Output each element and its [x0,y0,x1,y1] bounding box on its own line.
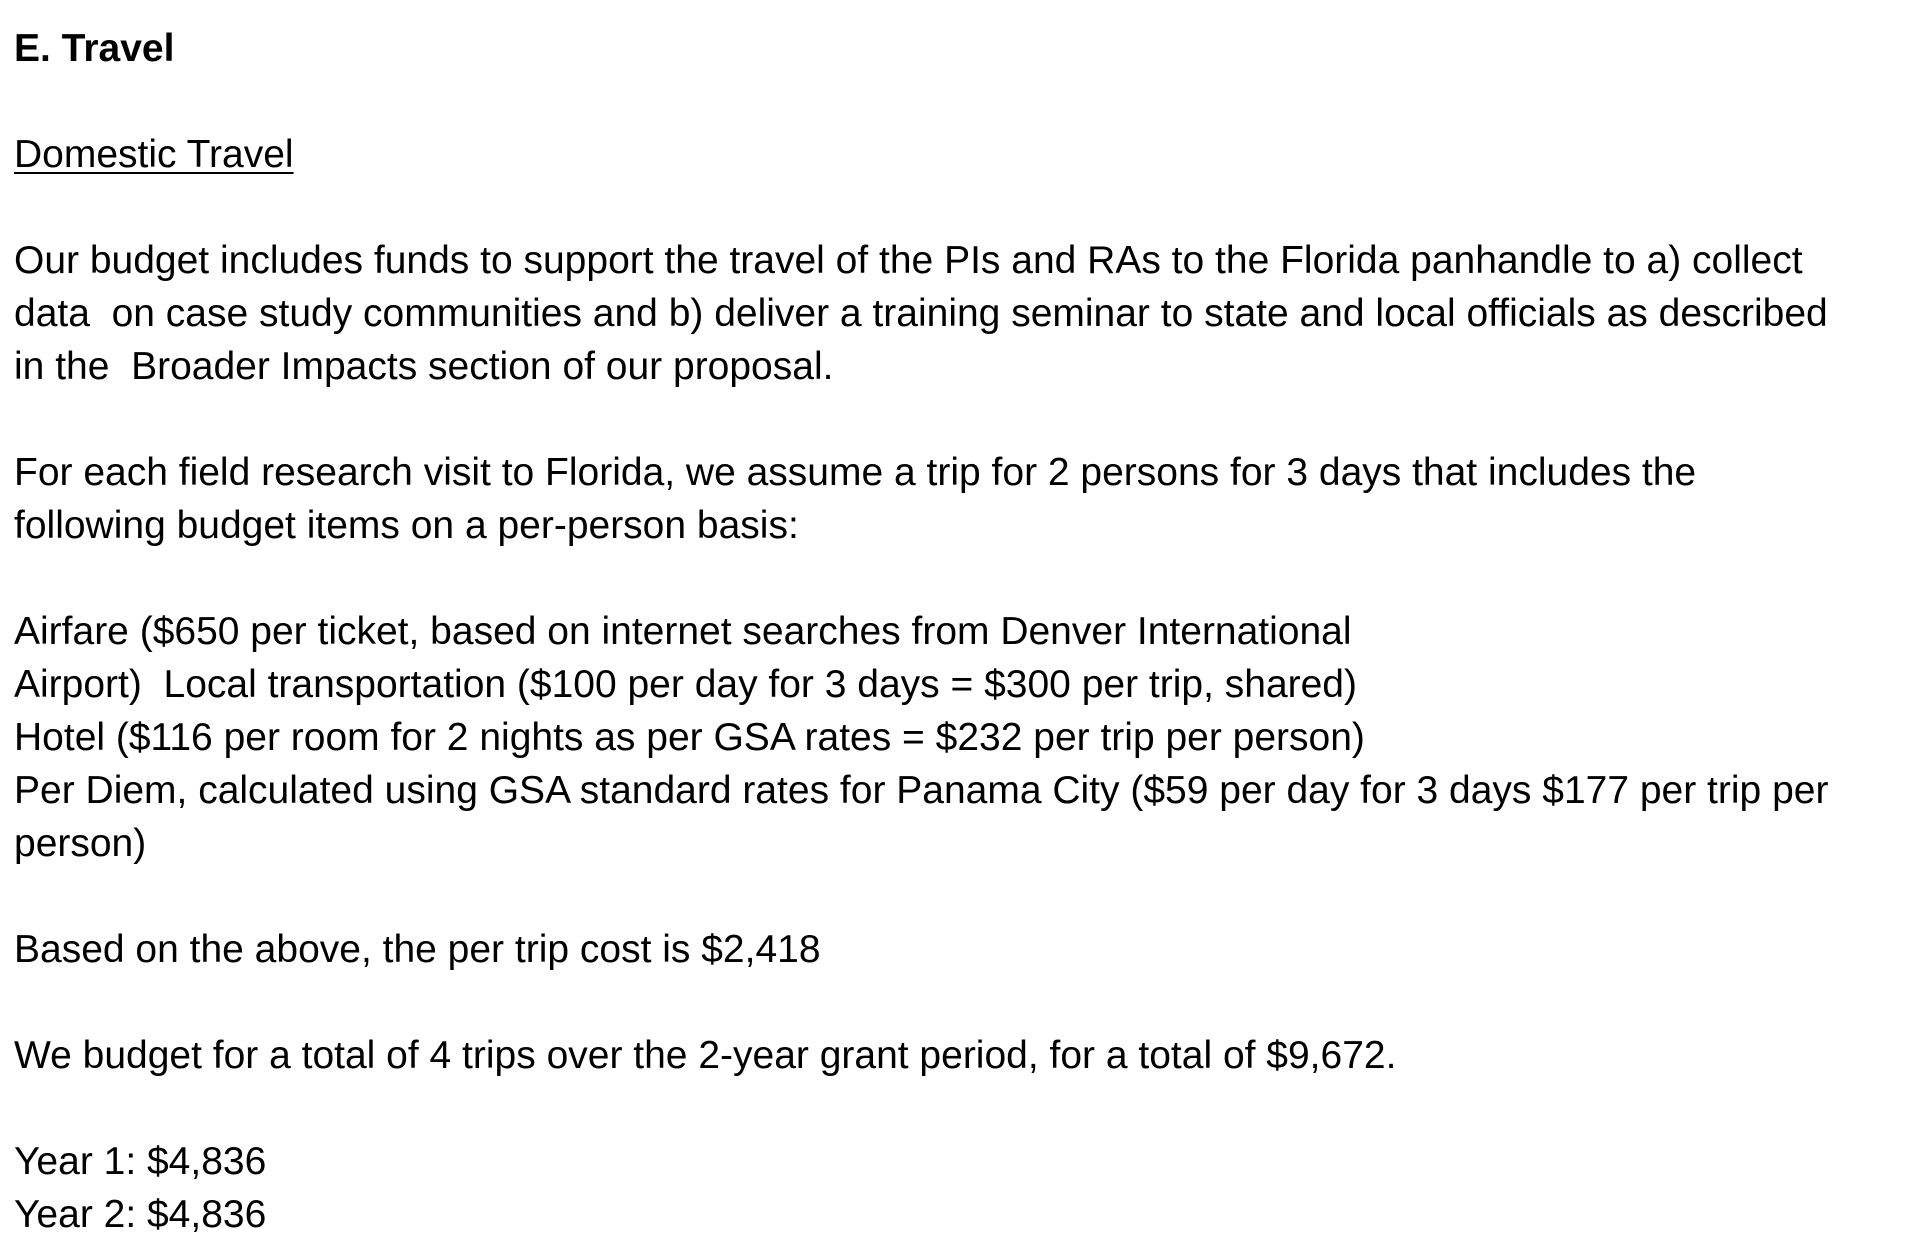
per-trip-cost: Based on the above, the per trip cost is $2,418 [14,928,821,971]
section-heading: E. Travel [14,27,175,70]
intro-line: Our budget includes funds to support the travel of the PIs and RAs to the Florida panhandle to a) collect [14,239,1803,282]
section-subheading: Domestic Travel [14,133,294,176]
total-cost: We budget for a total of 4 trips over the 2-year grant period, for a total of $9,672. [14,1034,1397,1077]
spacer [14,393,1904,446]
spacer [14,870,1904,923]
budget-item-line: Airfare ($650 per ticket, based on internet searches from Denver International [14,610,1352,653]
budget-item-line: Airport) Local transportation ($100 per day for 3 days = $300 per trip, shared) [14,663,1357,706]
spacer [14,181,1904,234]
spacer [14,552,1904,605]
assumption-paragraph [14,446,1904,552]
budget-item-line: Hotel ($116 per room for 2 nights as per GSA rates = $232 per trip per person) [14,716,1365,759]
intro-paragraph [14,234,1904,393]
year-1-amount: Year 1: $4,836 [14,1140,267,1183]
intro-line: in the Broader Impacts section of our proposal. [14,345,834,388]
budget-items [14,605,1904,870]
assumption-line: following budget items on a per-person basis: [14,504,799,547]
budget-item-line: person) [14,822,147,865]
spacer [14,1082,1904,1135]
document-page [14,22,1904,1241]
budget-item-line: Per Diem, calculated using GSA standard rates for Panama City ($59 per day for 3 days $177 per trip per [14,769,1829,812]
spacer [14,75,1904,128]
spacer [14,976,1904,1029]
assumption-line: For each field research visit to Florida, we assume a trip for 2 persons for 3 days that includes the [14,451,1697,494]
year-2-amount: Year 2: $4,836 [14,1193,267,1236]
yearly-breakdown [14,1135,1904,1241]
intro-line: data on case study communities and b) deliver a training seminar to state and local officials as described [14,292,1828,335]
